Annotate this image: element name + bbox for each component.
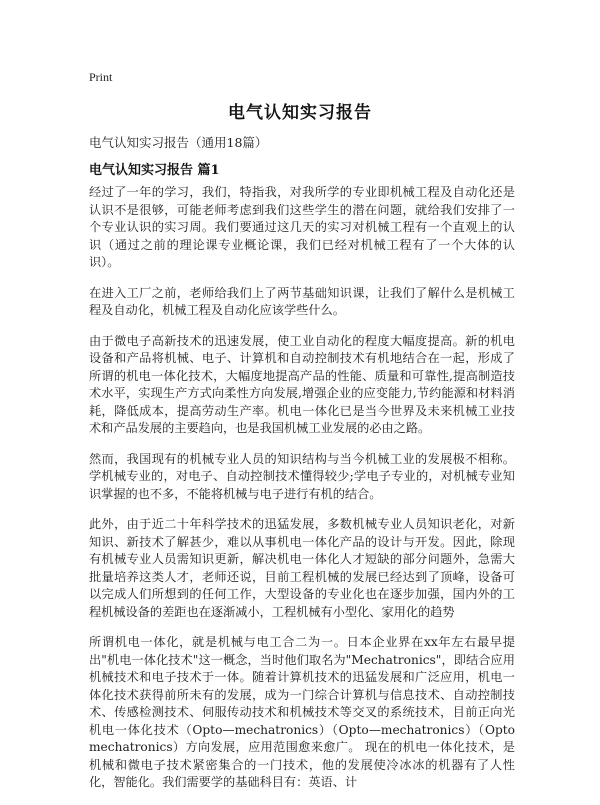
document-subtitle: 电气认知实习报告（通用18篇） [89, 135, 268, 150]
paragraph-1: 经过了一年的学习，我们，特指我，对我所学的专业即机械工程及自动化还是认识不是很够，可能老师考虑到我们这些学生的潜在问题，就给我们安排了一个专业认识的实习周。我们要通过这几天的实习对机械工程有一个直观上的认识（通过之前的理论课专业概论课，我们已经对机械工程有了一个大体的认识）。 [89, 185, 515, 269]
section-heading: 电气认知实习报告 篇1 [89, 163, 220, 178]
paragraph-2: 在进入工厂之前，老师给我们上了两节基础知识课，让我们了解什么是机械工程及自动化，机械工程及自动化应该学些什么。 [89, 285, 515, 317]
document-title: 电气认知实习报告 [228, 103, 372, 123]
paragraph-3: 由于微电子高新技术的迅速发展，使工业自动化的程度大幅度提高。新的机电设备和产品将机械、电子、计算机和自动控制技术有机地结合在一起，形成了所谓的机电一体化技术，大幅度地提高产品的性能、质量和可靠性,提高制造技术水平，实现生产方式向柔性方向发展,增强企业的应变能力,节约能源和材料消耗，降低成本，提高劳动生产率。机电一体化已是当今世界及未来机械工业技术和产品发展的主要趋向，也是我国机械工业发展的必由之路。 [89, 333, 515, 435]
paragraph-6: 所谓机电一体化，就是机械与电工合二为一。日本企业界在xx年左右最早提出"机电一体化技术"这一概念，当时他们取名为"Mechatronics"，即结合应用机械技术和电子技术于一体。随着计算机技术的迅猛发展和广泛应用，机电一体化技术获得前所未有的发展，成为一门综合计算机与信息技术、自动控制技术、传感检测技术、伺服传动技术和机械技术等交叉的系统技术，目前正向光机电一体化技术（Opto—mechatronics）（Opto—mechatronics）（Optomechatronics）方向发展，应用范围愈来愈广。 现在的机电一体化技术，是机械和微电子技术紧密集合的一门技术，他的发展使冷冰冰的机器有了人性化，智能化。我们需要学的基础科目有：英语、计 [89, 635, 515, 789]
body-text [89, 184, 515, 805]
print-label: Print [89, 70, 113, 84]
paragraph-5: 此外，由于近二十年科学技术的迅猛发展，多数机械专业人员知识老化，对新知识、新技术了解甚少，难以从事机电一体化产品的设计与开发。因此，除现有机械专业人员需知识更新，解决机电一体化人才短缺的部分问题外，急需大批量培养这类人才，老师还说，目前工程机械的发展已经达到了顶峰，设备可以完成人们所想到的任何工作，大型设备的专业化也在逐步加强，国内外的工程机械设备的差距也在逐渐减小，工程机械有小型化、家用化的趋势 [89, 517, 515, 619]
paragraph-4: 然而，我国现有的机械专业人员的知识结构与当今机械工业的发展极不相称。学机械专业的，对电子、自动控制技术懂得较少;学电子专业的，对机械专业知识掌握的也不多，不能将机械与电子进行有机的结合。 [89, 451, 515, 501]
